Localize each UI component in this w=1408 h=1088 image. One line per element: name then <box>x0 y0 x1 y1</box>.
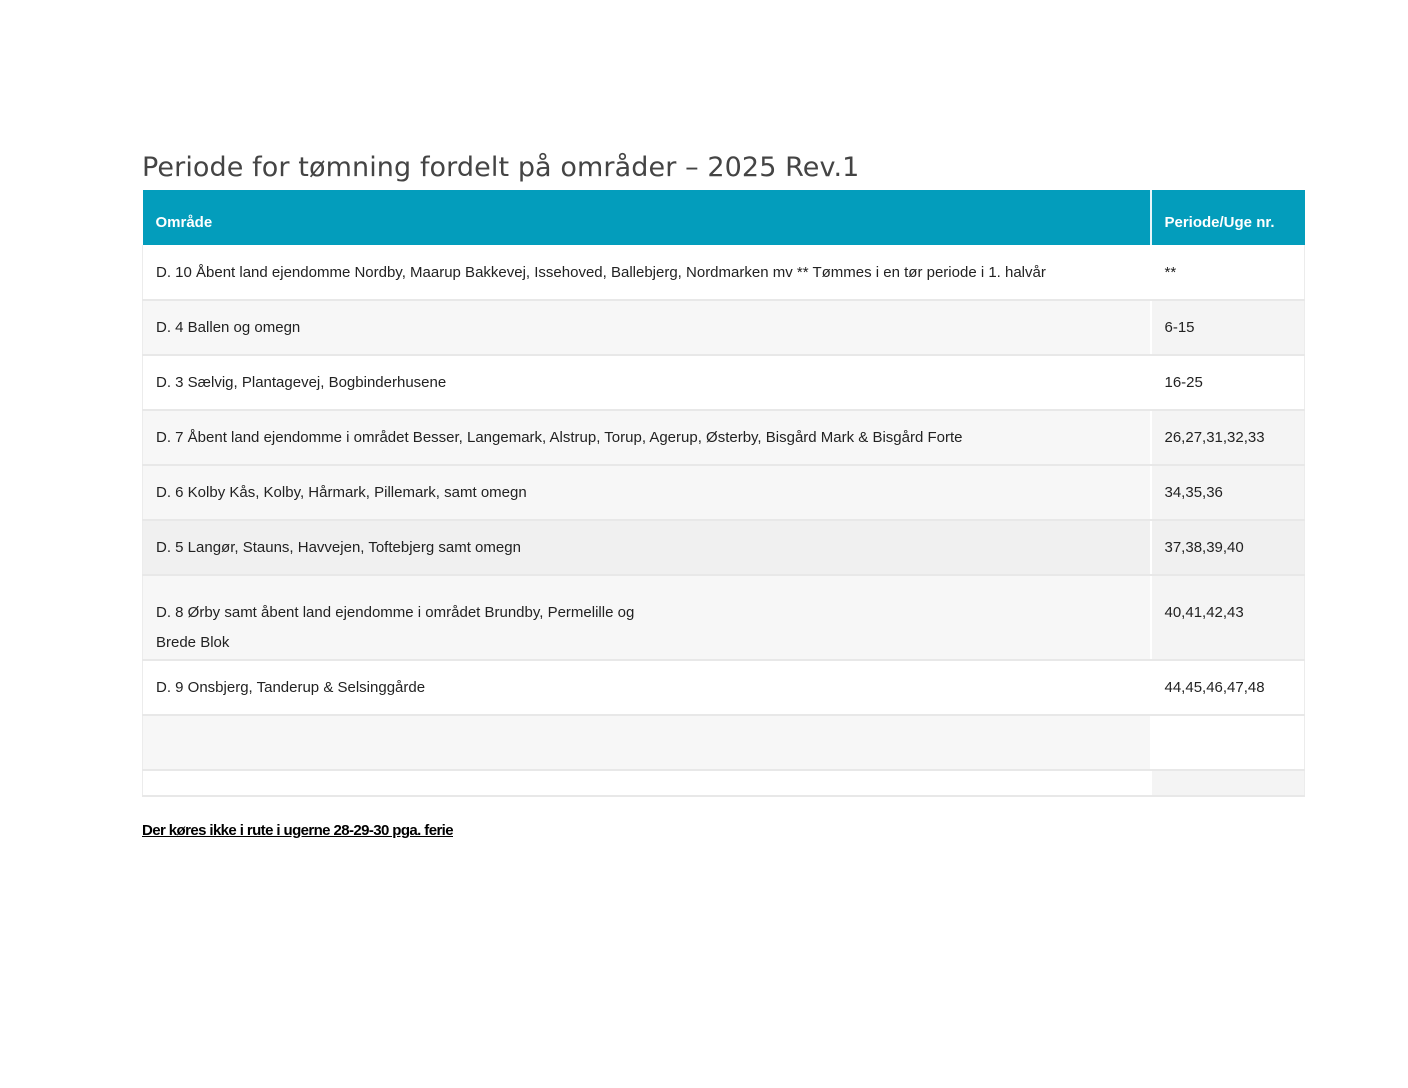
period-cell: 40,41,42,43 <box>1151 575 1305 660</box>
area-cell <box>143 715 1151 770</box>
period-cell: 6-15 <box>1151 300 1305 355</box>
table-row <box>143 520 1305 575</box>
area-cell: D. 10 Åbent land ejendomme Nordby, Maarup Bakkevej, Issehoved, Ballebjerg, Nordmarken mv ** Tømmes i en tør periode i 1. halvår <box>143 245 1151 300</box>
table-row <box>143 575 1305 660</box>
period-cell: 44,45,46,47,48 <box>1151 660 1305 715</box>
area-cell <box>143 575 1151 660</box>
table-row <box>143 300 1305 355</box>
period-cell: 16-25 <box>1151 355 1305 410</box>
area-cell <box>143 770 1151 796</box>
area-cell: D. 9 Onsbjerg, Tanderup & Selsinggårde <box>143 660 1151 715</box>
footnote-vacation: Der køres ikke i rute i ugerne 28-29-30 pga. ferie <box>142 822 453 839</box>
period-cell: ** <box>1151 245 1305 300</box>
area-cell: D. 7 Åbent land ejendomme i området Besser, Langemark, Alstrup, Torup, Agerup, Østerby, Bisgård Mark & Bisgård Forte <box>143 410 1151 465</box>
table-row <box>143 355 1305 410</box>
period-cell <box>1151 770 1305 796</box>
area-cell: D. 4 Ballen og omegn <box>143 300 1151 355</box>
schedule-table <box>142 190 1305 797</box>
period-cell: 37,38,39,40 <box>1151 520 1305 575</box>
table-row <box>143 465 1305 520</box>
table-row <box>143 410 1305 465</box>
area-cell: D. 3 Sælvig, Plantagevej, Bogbinderhusene <box>143 355 1151 410</box>
area-cell: D. 6 Kolby Kås, Kolby, Hårmark, Pillemark, samt omegn <box>143 465 1151 520</box>
column-header-area: Område <box>143 190 1151 245</box>
table-row-empty <box>143 715 1305 770</box>
area-cell-line: Brede Blok <box>156 634 230 651</box>
table-row <box>143 660 1305 715</box>
period-cell <box>1151 715 1305 770</box>
area-cell-line: D. 8 Ørby samt åbent land ejendomme i området Brundby, Permelille og <box>156 604 635 621</box>
page-title: Periode for tømning fordelt på områder – 2025 Rev.1 <box>142 152 860 183</box>
table-header-row <box>143 190 1305 245</box>
table-row <box>143 245 1305 300</box>
period-cell: 26,27,31,32,33 <box>1151 410 1305 465</box>
period-cell: 34,35,36 <box>1151 465 1305 520</box>
area-cell: D. 5 Langør, Stauns, Havvejen, Toftebjerg samt omegn <box>143 520 1151 575</box>
table-row-empty <box>143 770 1305 796</box>
column-header-period: Periode/Uge nr. <box>1151 190 1305 245</box>
